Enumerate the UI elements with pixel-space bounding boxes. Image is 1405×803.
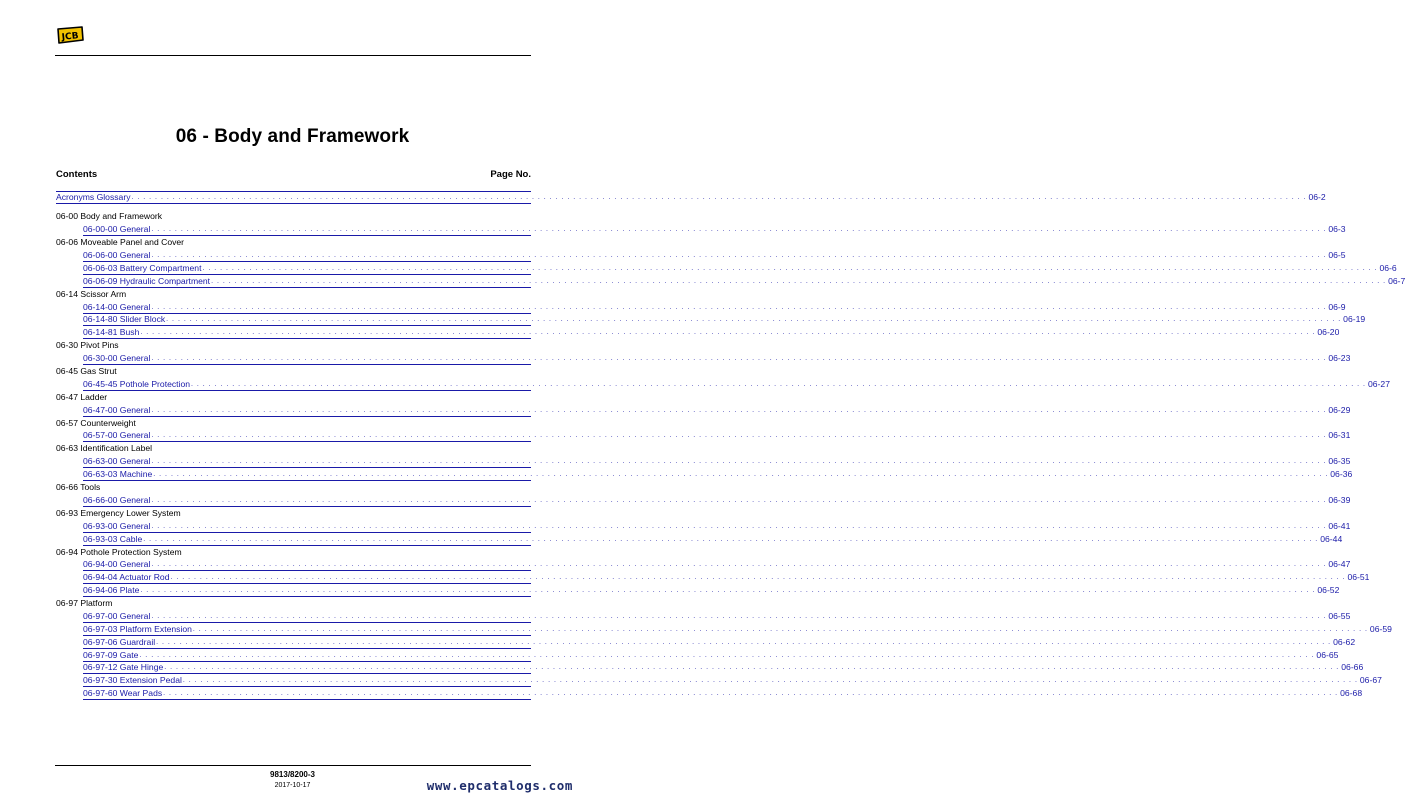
toc-row (56, 353, 1351, 366)
toc-link[interactable] (83, 430, 1351, 443)
toc-section-label: 06-63 Identification Label (56, 443, 153, 454)
toc-link[interactable] (83, 262, 1397, 275)
toc-row (56, 533, 1343, 547)
toc-section (56, 289, 531, 302)
toc-section (56, 211, 531, 224)
dot-leader: . . . . . . . . . . . . . . . . . . . . . . . . . . . . . . . . . . . . . . . . . . . . . . . . . . . . . . . . . . . . . . . . . . . . . . . . . . . . . . . . . . . . . . . . . . . . . . . . . . . . . . . . . . . . . . . . . . . . . . . . . . . . . . . . . . . . . . . . . . . . . . . . . . . . . . . . . . . . . . . . . . . . . . . . . . . . . . . . . . . . . . . . . . . . . . . . . . . . . . . . (131, 193, 1307, 201)
toc-row (56, 378, 1390, 392)
toc-page-number: 06-41 (1328, 520, 1351, 531)
toc-page-number: 06-68 (1340, 688, 1363, 699)
toc-link-label: 06-97-60 Wear Pads (83, 688, 163, 699)
toc-section-label: 06-66 Tools (56, 482, 101, 493)
toc-row (56, 275, 1405, 289)
toc-page-number: 06-62 (1333, 636, 1356, 647)
toc-link-label: 06-45-45 Pothole Protection (83, 378, 191, 389)
toc-section (56, 443, 531, 456)
dot-leader: . . . . . . . . . . . . . . . . . . . . . . . . . . . . . . . . . . . . . . . . . . . . . . . . . . . . . . . . . . . . . . . . . . . . . . . . . . . . . . . . . . . . . . . . . . . . . . . . . . . . . . . . . . . . . . . . . . . . . . . . . . . . . . . . . . . . . . . . . . . . . . . . . . . . . . . . . . . . . . . . . . . . . . . . . . . . . . . . . . . . . . . . . . . . . . . . . . . . . . . . (151, 303, 1327, 311)
dot-leader: . . . . . . . . . . . . . . . . . . . . . . . . . . . . . . . . . . . . . . . . . . . . . . . . . . . . . . . . . . . . . . . . . . . . . . . . . . . . . . . . . . . . . . . . . . . . . . . . . . . . . . . . . . . . . . . . . . . . . . . . . . . . . . . . . . . . . . . . . . . . . . . . . . . . . . . . . . . . . . . . . . . . . . . . . . . . . . . . . . . . . . . . . . . . . . . . . . . . . . . . (151, 406, 1327, 414)
toc-row (56, 688, 1363, 701)
toc-row (56, 191, 1326, 204)
toc-row (56, 623, 1392, 637)
toc-page-number: 06-23 (1328, 353, 1351, 364)
toc-page-number: 06-36 (1330, 469, 1353, 480)
toc-row (56, 559, 1351, 572)
toc-link-label: 06-47-00 General (83, 404, 151, 415)
toc-page-number: 06-66 (1341, 662, 1364, 673)
toc-section-label: 06-97 Platform (56, 598, 113, 609)
toc-section (56, 418, 531, 431)
toc-row (56, 675, 1382, 688)
dot-leader: . . . . . . . . . . . . . . . . . . . . . . . . . . . . . . . . . . . . . . . . . . . . . . . . . . . . . . . . . . . . . . . . . . . . . . . . . . . . . . . . . . . . . . . . . . . . . . . . . . . . . . . . . . . . . . . . . . . . . . . . . . . . . . . . . . . . . . . . . . . . . . . . . . . . . . . . . . . . . . . . . . . . . . . . . . . . . . . . . . . . . . . . . . . . . . . . . . . . . . . . (170, 574, 1346, 582)
toc-row (56, 662, 1364, 676)
dot-leader: . . . . . . . . . . . . . . . . . . . . . . . . . . . . . . . . . . . . . . . . . . . . . . . . . . . . . . . . . . . . . . . . . . . . . . . . . . . . . . . . . . . . . . . . . . . . . . . . . . . . . . . . . . . . . . . . . . . . . . . . . . . . . . . . . . . . . . . . . . . . . . . . . . . . . . . . . . . . . . . . . . . . . . . . . . . . . . . . . . . . . . . . . . . . . . . . . . . . . . . . (192, 625, 1368, 633)
toc-section-label: 06-57 Counterweight (56, 417, 136, 428)
toc-link-label: 06-14-00 General (83, 301, 151, 312)
logo-text: JCB (61, 31, 80, 43)
toc-link[interactable] (83, 314, 1366, 327)
page-title: 06 - Body and Framework (175, 126, 410, 147)
toc-row (56, 494, 1351, 508)
toc-row (56, 327, 1340, 340)
toc-section (56, 340, 531, 353)
toc-link-label: 06-97-03 Platform Extension (83, 623, 192, 634)
toc-page-number: 06-52 (1317, 585, 1340, 596)
page-no-heading: Page No. (490, 169, 531, 180)
toc-link-label: 06-00-00 General (83, 224, 151, 235)
toc-row (56, 572, 1370, 585)
toc-link[interactable] (83, 224, 1346, 236)
toc-section-label: 06-47 Ladder (56, 391, 108, 402)
toc-link[interactable] (83, 649, 1339, 662)
dot-leader: . . . . . . . . . . . . . . . . . . . . . . . . . . . . . . . . . . . . . . . . . . . . . . . . . . . . . . . . . . . . . . . . . . . . . . . . . . . . . . . . . . . . . . . . . . . . . . . . . . . . . . . . . . . . . . . . . . . . . . . . . . . . . . . . . . . . . . . . . . . . . . . . . . . . . . . . . . . . . . . . . . . . . . . . . . . . . . . . . . . . . . . . . . . . . . . . . . . . . . . . (164, 664, 1340, 672)
jcb-logo-icon (55, 25, 85, 45)
dot-leader: . . . . . . . . . . . . . . . . . . . . . . . . . . . . . . . . . . . . . . . . . . . . . . . . . . . . . . . . . . . . . . . . . . . . . . . . . . . . . . . . . . . . . . . . . . . . . . . . . . . . . . . . . . . . . . . . . . . . . . . . . . . . . . . . . . . . . . . . . . . . . . . . . . . . . . . . . . . . . . . . . . . . . . . . . . . . . . . . . . . . . . . . . . . . . . . . . . . . . . . . (151, 355, 1327, 363)
toc-link-label: 06-97-06 Guardrail (83, 636, 156, 647)
toc-row (56, 224, 1346, 237)
toc-row (56, 430, 1351, 444)
toc-link[interactable] (83, 520, 1351, 533)
dot-leader: . . . . . . . . . . . . . . . . . . . . . . . . . . . . . . . . . . . . . . . . . . . . . . . . . . . . . . . . . . . . . . . . . . . . . . . . . . . . . . . . . . . . . . . . . . . . . . . . . . . . . . . . . . . . . . . . . . . . . . . . . . . . . . . . . . . . . . . . . . . . . . . . . . . . . . . . . . . . . . . . . . . . . . . . . . . . . . . . . . . . . . . . . . . . . . . . . . . . . . . . (163, 690, 1339, 698)
toc-section (56, 237, 531, 250)
toc-link[interactable] (56, 191, 1326, 204)
watermark: www.epcatalogs.com (426, 778, 573, 793)
toc-link-label: 06-97-00 General (83, 610, 151, 621)
dot-leader: . . . . . . . . . . . . . . . . . . . . . . . . . . . . . . . . . . . . . . . . . . . . . . . . . . . . . . . . . . . . . . . . . . . . . . . . . . . . . . . . . . . . . . . . . . . . . . . . . . . . . . . . . . . . . . . . . . . . . . . . . . . . . . . . . . . . . . . . . . . . . . . . . . . . . . . . . . . . . . . . . . . . . . . . . . . . . . . . . . . . . . . . . . . . . . . . . . . . . . . . (151, 561, 1327, 569)
toc-link-label: 06-94-06 Plate (83, 585, 140, 596)
toc-page-number: 06-9 (1328, 301, 1346, 312)
toc-link[interactable] (83, 675, 1382, 687)
toc-row (56, 314, 1366, 328)
toc-link-label: 06-97-09 Gate (83, 649, 139, 660)
toc-row (56, 585, 1340, 598)
dot-leader: . . . . . . . . . . . . . . . . . . . . . . . . . . . . . . . . . . . . . . . . . . . . . . . . . . . . . . . . . . . . . . . . . . . . . . . . . . . . . . . . . . . . . . . . . . . . . . . . . . . . . . . . . . . . . . . . . . . . . . . . . . . . . . . . . . . . . . . . . . . . . . . . . . . . . . . . . . . . . . . . . . . . . . . . . . . . . . . . . . . . . . . . . . . . . . . . . . . . . . . . (139, 651, 1315, 659)
toc-page-number: 06-27 (1368, 378, 1390, 389)
toc-page-number: 06-67 (1359, 675, 1382, 686)
jcb-logo (55, 25, 85, 45)
toc-page-number: 06-2 (1308, 191, 1326, 202)
toc-link-label: 06-94-04 Actuator Rod (83, 572, 170, 583)
toc-link[interactable] (83, 327, 1340, 339)
toc-link-label: 06-63-00 General (83, 456, 151, 467)
toc-link-label: 06-06-03 Battery Compartment (83, 262, 202, 273)
dot-leader: . . . . . . . . . . . . . . . . . . . . . . . . . . . . . . . . . . . . . . . . . . . . . . . . . . . . . . . . . . . . . . . . . . . . . . . . . . . . . . . . . . . . . . . . . . . . . . . . . . . . . . . . . . . . . . . . . . . . . . . . . . . . . . . . . . . . . . . . . . . . . . . . . . . . . . . . . . . . . . . . . . . . . . . . . . . . . . . . . . . . . . . . . . . . . . . . . . . . . . . . (151, 432, 1327, 440)
toc-section (56, 598, 531, 611)
toc-link[interactable] (83, 533, 1343, 546)
toc-link[interactable] (83, 636, 1356, 649)
toc-gap (56, 204, 531, 212)
toc-link-label: 06-63-03 Machine (83, 469, 153, 480)
toc-link-label: 06-30-00 General (83, 353, 151, 364)
toc-row (56, 404, 1351, 418)
toc-page-number: 06-59 (1369, 623, 1392, 634)
dot-leader: . . . . . . . . . . . . . . . . . . . . . . . . . . . . . . . . . . . . . . . . . . . . . . . . . . . . . . . . . . . . . . . . . . . . . . . . . . . . . . . . . . . . . . . . . . . . . . . . . . . . . . . . . . . . . . . . . . . . . . . . . . . . . . . . . . . . . . . . . . . . . . . . . . . . . . . . . . . . . . . . . . . . . . . . . . . . . . . . . . . . . . . . . . . . . . . . . . . . . . . . (191, 380, 1367, 388)
toc-section (56, 547, 531, 560)
toc-section-label: 06-14 Scissor Arm (56, 288, 127, 299)
toc-link[interactable] (83, 275, 1405, 288)
toc-link[interactable] (83, 456, 1351, 468)
table-of-contents (56, 191, 1405, 701)
toc-link-label: Acronyms Glossary (56, 191, 131, 202)
dot-leader: . . . . . . . . . . . . . . . . . . . . . . . . . . . . . . . . . . . . . . . . . . . . . . . . . . . . . . . . . . . . . . . . . . . . . . . . . . . . . . . . . . . . . . . . . . . . . . . . . . . . . . . . . . . . . . . . . . . . . . . . . . . . . . . . . . . . . . . . . . . . . . . . . . . . . . . . . . . . . . . . . . . . . . . . . . . . . . . . . . . . . . . . . . . . . . . . . . . . . . . . (151, 226, 1327, 234)
toc-link-label: 06-94-00 General (83, 559, 151, 570)
dot-leader: . . . . . . . . . . . . . . . . . . . . . . . . . . . . . . . . . . . . . . . . . . . . . . . . . . . . . . . . . . . . . . . . . . . . . . . . . . . . . . . . . . . . . . . . . . . . . . . . . . . . . . . . . . . . . . . . . . . . . . . . . . . . . . . . . . . . . . . . . . . . . . . . . . . . . . . . . . . . . . . . . . . . . . . . . . . . . . . . . . . . . . . . . . . . . . . . . . . . . . . . (151, 458, 1327, 466)
toc-page-number: 06-47 (1328, 559, 1351, 570)
toc-link[interactable] (83, 662, 1364, 675)
dot-leader: . . . . . . . . . . . . . . . . . . . . . . . . . . . . . . . . . . . . . . . . . . . . . . . . . . . . . . . . . . . . . . . . . . . . . . . . . . . . . . . . . . . . . . . . . . . . . . . . . . . . . . . . . . . . . . . . . . . . . . . . . . . . . . . . . . . . . . . . . . . . . . . . . . . . . . . . . . . . . . . . . . . . . . . . . . . . . . . . . . . . . . . . . . . . . . . . . . . . . . . . (151, 496, 1327, 504)
toc-row (56, 636, 1356, 650)
toc-link[interactable] (83, 688, 1363, 700)
toc-page-number: 06-6 (1379, 262, 1397, 273)
toc-link[interactable] (83, 494, 1351, 507)
toc-page-number: 06-5 (1328, 249, 1346, 260)
dot-leader: . . . . . . . . . . . . . . . . . . . . . . . . . . . . . . . . . . . . . . . . . . . . . . . . . . . . . . . . . . . . . . . . . . . . . . . . . . . . . . . . . . . . . . . . . . . . . . . . . . . . . . . . . . . . . . . . . . . . . . . . . . . . . . . . . . . . . . . . . . . . . . . . . . . . . . . . . . . . . . . . . . . . . . . . . . . . . . . . . . . . . . . . . . . . . . . . . . . . . . . . (153, 471, 1329, 479)
toc-link[interactable] (83, 249, 1346, 262)
toc-link-label: 06-14-80 Slider Block (83, 314, 166, 325)
toc-link[interactable] (83, 353, 1351, 365)
toc-link[interactable] (83, 404, 1351, 417)
toc-section-label: 06-30 Pivot Pins (56, 340, 119, 351)
toc-page-number: 06-55 (1328, 610, 1351, 621)
dot-leader: . . . . . . . . . . . . . . . . . . . . . . . . . . . . . . . . . . . . . . . . . . . . . . . . . . . . . . . . . . . . . . . . . . . . . . . . . . . . . . . . . . . . . . . . . . . . . . . . . . . . . . . . . . . . . . . . . . . . . . . . . . . . . . . . . . . . . . . . . . . . . . . . . . . . . . . . . . . . . . . . . . . . . . . . . . . . . . . . . . . . . . . . . . . . . . . . . . . . . . . . (202, 264, 1378, 272)
dot-leader: . . . . . . . . . . . . . . . . . . . . . . . . . . . . . . . . . . . . . . . . . . . . . . . . . . . . . . . . . . . . . . . . . . . . . . . . . . . . . . . . . . . . . . . . . . . . . . . . . . . . . . . . . . . . . . . . . . . . . . . . . . . . . . . . . . . . . . . . . . . . . . . . . . . . . . . . . . . . . . . . . . . . . . . . . . . . . . . . . . . . . . . . . . . . . . . . . . . . . . . . (140, 587, 1316, 595)
toc-link[interactable] (83, 378, 1390, 391)
toc-link[interactable] (83, 572, 1370, 584)
toc-row (56, 610, 1351, 624)
toc-link-label: 06-93-03 Cable (83, 533, 143, 544)
dot-leader: . . . . . . . . . . . . . . . . . . . . . . . . . . . . . . . . . . . . . . . . . . . . . . . . . . . . . . . . . . . . . . . . . . . . . . . . . . . . . . . . . . . . . . . . . . . . . . . . . . . . . . . . . . . . . . . . . . . . . . . . . . . . . . . . . . . . . . . . . . . . . . . . . . . . . . . . . . . . . . . . . . . . . . . . . . . . . . . . . . . . . . . . . . . . . . . . . . . . . . . . (151, 612, 1327, 620)
toc-section (56, 366, 531, 379)
toc-row (56, 469, 1353, 482)
toc-link-label: 06-06-09 Hydraulic Compartment (83, 275, 211, 286)
dot-leader: . . . . . . . . . . . . . . . . . . . . . . . . . . . . . . . . . . . . . . . . . . . . . . . . . . . . . . . . . . . . . . . . . . . . . . . . . . . . . . . . . . . . . . . . . . . . . . . . . . . . . . . . . . . . . . . . . . . . . . . . . . . . . . . . . . . . . . . . . . . . . . . . . . . . . . . . . . . . . . . . . . . . . . . . . . . . . . . . . . . . . . . . . . . . . . . . . . . . . . . . (151, 251, 1327, 259)
dot-leader: . . . . . . . . . . . . . . . . . . . . . . . . . . . . . . . . . . . . . . . . . . . . . . . . . . . . . . . . . . . . . . . . . . . . . . . . . . . . . . . . . . . . . . . . . . . . . . . . . . . . . . . . . . . . . . . . . . . . . . . . . . . . . . . . . . . . . . . . . . . . . . . . . . . . . . . . . . . . . . . . . . . . . . . . . . . . . . . . . . . . . . . . . . . . . . . . . . . . . . . . (143, 535, 1319, 543)
toc-page-number: 06-35 (1328, 456, 1351, 467)
toc-page-number: 06-20 (1317, 327, 1340, 338)
toc-page-number: 06-39 (1328, 494, 1351, 505)
footer-rule (55, 765, 531, 766)
toc-link-label: 06-97-30 Extension Pedal (83, 675, 182, 686)
dot-leader: . . . . . . . . . . . . . . . . . . . . . . . . . . . . . . . . . . . . . . . . . . . . . . . . . . . . . . . . . . . . . . . . . . . . . . . . . . . . . . . . . . . . . . . . . . . . . . . . . . . . . . . . . . . . . . . . . . . . . . . . . . . . . . . . . . . . . . . . . . . . . . . . . . . . . . . . . . . . . . . . . . . . . . . . . . . . . . . . . . . . . . . . . . . . . . . . . . . . . . . . (151, 522, 1327, 530)
toc-link[interactable] (83, 585, 1340, 597)
dot-leader: . . . . . . . . . . . . . . . . . . . . . . . . . . . . . . . . . . . . . . . . . . . . . . . . . . . . . . . . . . . . . . . . . . . . . . . . . . . . . . . . . . . . . . . . . . . . . . . . . . . . . . . . . . . . . . . . . . . . . . . . . . . . . . . . . . . . . . . . . . . . . . . . . . . . . . . . . . . . . . . . . . . . . . . . . . . . . . . . . . . . . . . . . . . . . . . . . . . . . . . . (140, 329, 1316, 337)
toc-row (56, 456, 1351, 469)
toc-row (56, 649, 1339, 663)
toc-section-label: 06-94 Pothole Protection System (56, 546, 182, 557)
toc-page-number: 06-65 (1316, 649, 1339, 660)
toc-page-number: 06-7 (1388, 275, 1405, 286)
header-rule (55, 55, 531, 56)
dot-leader: . . . . . . . . . . . . . . . . . . . . . . . . . . . . . . . . . . . . . . . . . . . . . . . . . . . . . . . . . . . . . . . . . . . . . . . . . . . . . . . . . . . . . . . . . . . . . . . . . . . . . . . . . . . . . . . . . . . . . . . . . . . . . . . . . . . . . . . . . . . . . . . . . . . . . . . . . . . . . . . . . . . . . . . . . . . . . . . . . . . . . . . . . . . . . . . . . . . . . . . . (156, 638, 1332, 646)
toc-link[interactable] (83, 301, 1346, 314)
toc-row (56, 249, 1346, 263)
toc-section-label: 06-45 Gas Strut (56, 366, 117, 377)
toc-link-label: 06-57-00 General (83, 430, 151, 441)
toc-link-label: 06-93-00 General (83, 520, 151, 531)
toc-link-label: 06-97-12 Gate Hinge (83, 662, 164, 673)
toc-page-number: 06-44 (1320, 533, 1343, 544)
contents-heading: Contents (56, 169, 98, 180)
document-date: 2017-10-17 (274, 782, 311, 789)
toc-section-label: 06-00 Body and Framework (56, 211, 163, 222)
toc-page-number: 06-51 (1347, 572, 1370, 583)
toc-link-label: 06-66-00 General (83, 494, 151, 505)
toc-page-number: 06-3 (1328, 224, 1346, 235)
toc-row (56, 301, 1346, 315)
document-code: 9813/8200-3 (270, 770, 315, 779)
toc-section (56, 508, 531, 521)
toc-page-number: 06-29 (1328, 404, 1351, 415)
toc-link[interactable] (83, 623, 1392, 636)
toc-section (56, 392, 531, 405)
toc-header (56, 169, 531, 181)
toc-page-number: 06-19 (1343, 314, 1366, 325)
toc-link[interactable] (83, 559, 1351, 571)
toc-section-label: 06-93 Emergency Lower System (56, 507, 181, 518)
dot-leader: . . . . . . . . . . . . . . . . . . . . . . . . . . . . . . . . . . . . . . . . . . . . . . . . . . . . . . . . . . . . . . . . . . . . . . . . . . . . . . . . . . . . . . . . . . . . . . . . . . . . . . . . . . . . . . . . . . . . . . . . . . . . . . . . . . . . . . . . . . . . . . . . . . . . . . . . . . . . . . . . . . . . . . . . . . . . . . . . . . . . . . . . . . . . . . . . . . . . . . . . (166, 316, 1342, 324)
toc-section-label: 06-06 Moveable Panel and Cover (56, 237, 185, 248)
toc-link[interactable] (83, 610, 1351, 623)
toc-link-label: 06-14-81 Bush (83, 327, 140, 338)
toc-row (56, 520, 1351, 534)
dot-leader: . . . . . . . . . . . . . . . . . . . . . . . . . . . . . . . . . . . . . . . . . . . . . . . . . . . . . . . . . . . . . . . . . . . . . . . . . . . . . . . . . . . . . . . . . . . . . . . . . . . . . . . . . . . . . . . . . . . . . . . . . . . . . . . . . . . . . . . . . . . . . . . . . . . . . . . . . . . . . . . . . . . . . . . . . . . . . . . . . . . . . . . . . . . . . . . . . . . . . . . . (182, 677, 1358, 685)
toc-link[interactable] (83, 469, 1353, 481)
dot-leader: . . . . . . . . . . . . . . . . . . . . . . . . . . . . . . . . . . . . . . . . . . . . . . . . . . . . . . . . . . . . . . . . . . . . . . . . . . . . . . . . . . . . . . . . . . . . . . . . . . . . . . . . . . . . . . . . . . . . . . . . . . . . . . . . . . . . . . . . . . . . . . . . . . . . . . . . . . . . . . . . . . . . . . . . . . . . . . . . . . . . . . . . . . . . . . . . . . . . . . . . (211, 277, 1387, 285)
toc-row (56, 262, 1397, 276)
toc-link-label: 06-06-00 General (83, 249, 151, 260)
toc-page-number: 06-31 (1328, 430, 1351, 441)
toc-section (56, 482, 531, 495)
